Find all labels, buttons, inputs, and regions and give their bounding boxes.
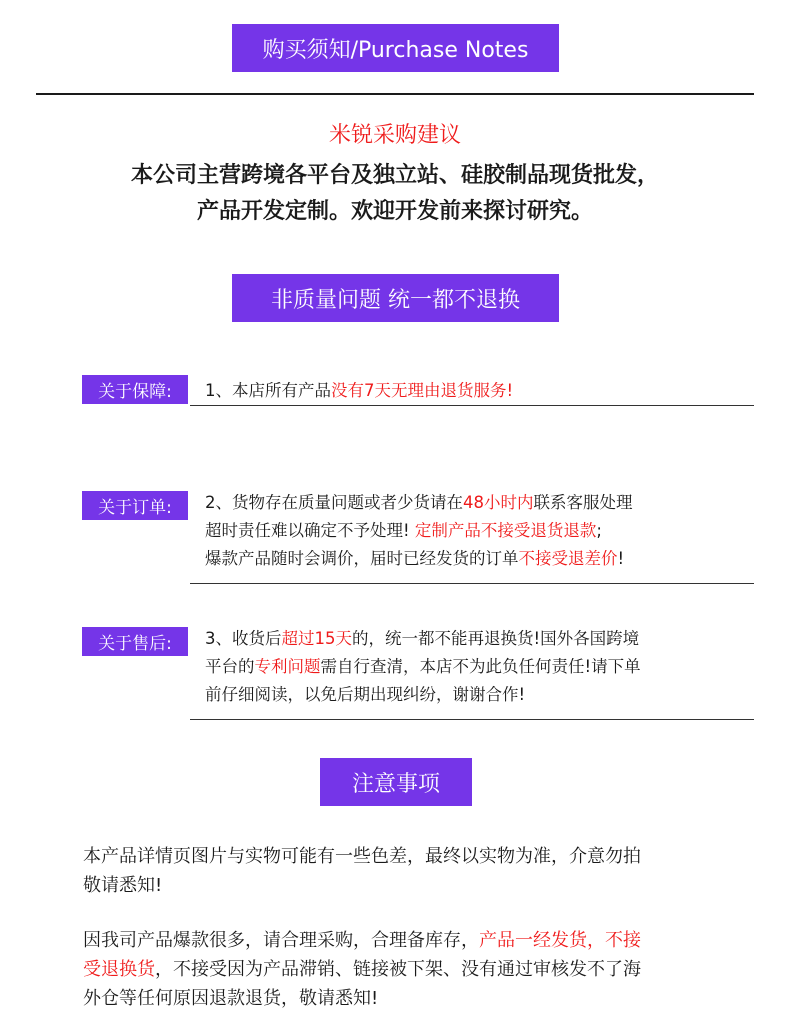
order-line-2: 超时责任难以确定不予处理! 定制产品不接受退货退款; [205, 521, 602, 540]
notes-paragraph-1-line-2: 敬请悉知! [83, 875, 163, 896]
order-label: 关于订单: [82, 491, 188, 520]
notes-paragraph-2-line-1: 因我司产品爆款很多，请合理采购，合理备库存，产品一经发货，不接 [83, 930, 641, 951]
after-sales-divider [190, 719, 754, 720]
notes-title: 注意事项 [351, 771, 440, 797]
guarantee-divider [190, 405, 754, 406]
notes-banner [320, 758, 472, 806]
no-return-text: 非质量问题 统一都不退换 [271, 287, 520, 313]
order-line-1: 2、货物存在质量问题或者少货请在48小时内联系客服处理 [205, 493, 633, 512]
no-return-banner [232, 274, 559, 322]
after-sales-line-3: 前仔细阅读，以免后期出现纠纷，谢谢合作! [205, 685, 526, 704]
header-divider [36, 93, 754, 95]
after-sales-line-1: 3、收货后超过15天的，统一都不能再退换货!国外各国跨境 [205, 629, 640, 648]
after-sales-line-2: 平台的专利问题需自行查清，本店不为此负任何责任!请下单 [205, 657, 641, 676]
after-sales-label: 关于售后: [82, 627, 188, 656]
purchase-notes-banner [232, 24, 559, 72]
intro-line-1: 本公司主营跨境各平台及独立站、硅胶制品现货批发， [130, 163, 659, 188]
intro-line-2: 产品开发定制。欢迎开发前来探讨研究。 [196, 199, 593, 224]
order-line-3: 爆款产品随时会调价，届时已经发货的订单不接受退差价! [205, 549, 625, 568]
order-divider [190, 583, 754, 584]
guarantee-line-1: 1、本店所有产品没有7天无理由退货服务! [205, 381, 514, 400]
notes-paragraph-2-line-3: 外仓等任何原因退款退货，敬请悉知! [83, 988, 379, 1009]
guarantee-label: 关于保障: [82, 375, 188, 404]
notes-paragraph-2-line-2: 受退换货，不接受因为产品滞销、链接被下架、没有通过审核发不了海 [83, 959, 641, 980]
notes-paragraph-1-line-1: 本产品详情页图片与实物可能有一些色差，最终以实物为准，介意勿拍 [83, 846, 641, 867]
intro-heading: 米锐采购建议 [328, 123, 461, 148]
purchase-notes-title: 购买须知/Purchase Notes [262, 37, 529, 63]
